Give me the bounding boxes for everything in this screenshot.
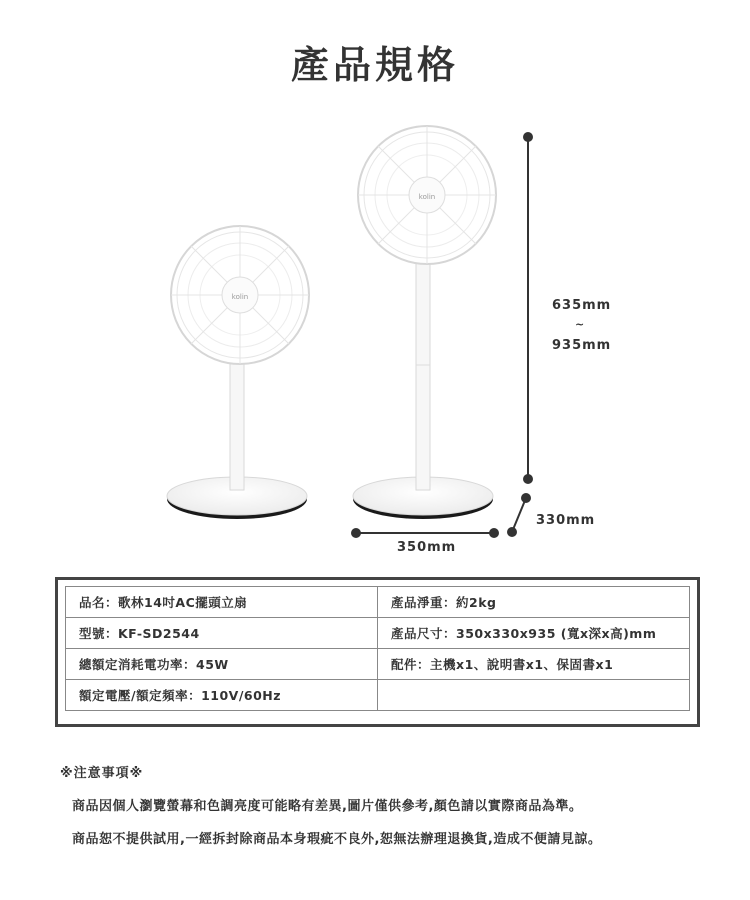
height-dimension-line <box>523 132 533 484</box>
height-min-label: 635mm <box>552 298 612 313</box>
large-fan-brand-label: kolin <box>418 193 436 201</box>
depth-dimension-line <box>507 493 531 537</box>
fan-illustration <box>0 100 750 570</box>
depth-label: 330mm <box>536 513 596 528</box>
page-title: 產品規格 <box>290 43 459 87</box>
height-max-label: 935mm <box>552 338 612 353</box>
notes-section <box>60 762 730 847</box>
height-separator: ~ <box>575 318 586 331</box>
spec-table-frame <box>55 577 700 727</box>
small-fan <box>167 226 309 519</box>
table-row <box>66 587 690 618</box>
large-fan <box>353 126 496 519</box>
spec-product-name: 品名：歌林14吋AC擺頭立扇 <box>66 587 378 618</box>
table-row <box>66 680 690 711</box>
spec-model: 型號：KF-SD2544 <box>66 618 378 649</box>
small-fan-brand-label: kolin <box>231 293 249 301</box>
spec-empty-cell <box>378 680 690 711</box>
spec-table <box>65 586 690 711</box>
width-label: 350mm <box>397 540 457 555</box>
spec-net-weight: 產品淨重：約2kg <box>378 587 690 618</box>
note-line: 商品因個人瀏覽螢幕和色調亮度可能略有差異,圖片僅供參考,顏色請以實際商品為準。 <box>72 799 583 814</box>
spec-voltage-frequency: 額定電壓/額定頻率：110V/60Hz <box>66 680 378 711</box>
spec-dimensions: 產品尺寸：350x330x935 (寬x深x高)mm <box>378 618 690 649</box>
table-row <box>66 649 690 680</box>
width-dimension-line <box>351 528 499 538</box>
notes-title: ※注意事項※ <box>60 766 144 781</box>
spec-accessories: 配件：主機x1、說明書x1、保固書x1 <box>378 649 690 680</box>
table-row <box>66 618 690 649</box>
note-line: 商品恕不提供試用,一經拆封除商品本身瑕疵不良外,恕無法辦理退換貨,造成不便請見諒。 <box>72 832 602 847</box>
small-fan-pole <box>230 360 244 490</box>
spec-power: 總額定消耗電功率：45W <box>66 649 378 680</box>
large-fan-pole <box>416 262 430 490</box>
